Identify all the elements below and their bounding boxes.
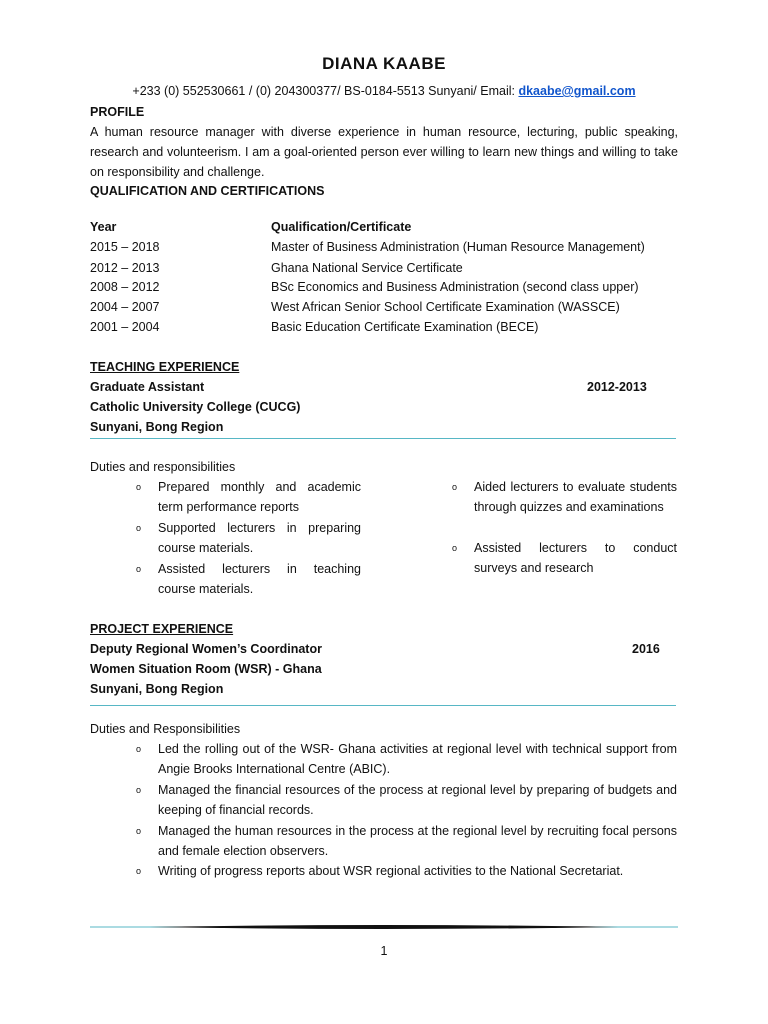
- footer-divider: [90, 924, 678, 930]
- qual-col-year: Year: [90, 220, 117, 234]
- contact-line: [0, 81, 768, 101]
- bullet-marker: o: [136, 744, 142, 754]
- qual-year: 2012 – 2013: [90, 261, 160, 275]
- project-heading: PROJECT EXPERIENCE: [90, 622, 234, 636]
- qual-year: 2015 – 2018: [90, 240, 160, 254]
- project-role: Deputy Regional Women’s Coordinator: [90, 642, 322, 656]
- teaching-organization: Catholic University College (CUCG): [90, 400, 301, 414]
- teaching-role: Graduate Assistant: [90, 380, 205, 394]
- teaching-heading: TEACHING EXPERIENCE: [90, 360, 240, 374]
- email-link[interactable]: dkaabe@gmail.com: [518, 84, 636, 98]
- teaching-duties-heading: Duties and responsibilities: [90, 460, 236, 474]
- duty-item: Assisted lecturers to conduct surveys and research: [474, 541, 677, 575]
- teaching-location: Sunyani, Bong Region: [90, 420, 224, 434]
- qual-year: 2008 – 2012: [90, 280, 160, 294]
- duty-item: Managed the human resources in the process at the regional level by recruiting focal persons and female election observers.: [158, 824, 677, 858]
- qual-year: 2004 – 2007: [90, 300, 160, 314]
- bullet-marker: o: [452, 543, 458, 553]
- bullet-marker: o: [136, 482, 142, 492]
- profile-heading: PROFILE: [90, 105, 145, 119]
- qual-name: Basic Education Certificate Examination (BECE): [271, 320, 539, 334]
- section-divider: [90, 438, 676, 439]
- bullet-marker: o: [136, 523, 142, 533]
- contact-details: +233 (0) 552530661 / (0) 204300377/ BS-0184-5513 Sunyani/ Email:: [132, 84, 519, 98]
- qual-col-certificate: Qualification/Certificate: [271, 220, 412, 234]
- project-location: Sunyani, Bong Region: [90, 682, 224, 696]
- duty-item: Assisted lecturers in teaching course materials.: [158, 562, 361, 596]
- bullet-marker: o: [452, 482, 458, 492]
- duty-item: Supported lecturers in preparing course materials.: [158, 521, 361, 555]
- teaching-years: 2012-2013: [587, 380, 647, 394]
- project-years: 2016: [632, 642, 660, 656]
- qual-name: West African Senior School Certificate Examination (WASSCE): [271, 300, 620, 314]
- qual-name: BSc Economics and Business Administration (second class upper): [271, 280, 639, 294]
- duty-item: Led the rolling out of the WSR- Ghana activities at regional level with technical support from Angie Brooks International Centre (ABIC).: [158, 742, 677, 776]
- profile-text: A human resource manager with diverse experience in human resource, lecturing, public speaking, research and volunteerism. I am a goal-oriented person ever willing to learn new things and willing to take on responsibility and challenge.: [90, 125, 678, 179]
- project-organization: Women Situation Room (WSR) - Ghana: [90, 662, 322, 676]
- bullet-marker: o: [136, 866, 142, 876]
- bullet-marker: o: [136, 826, 142, 836]
- bullet-marker: o: [136, 564, 142, 574]
- candidate-name: DIANA KAABE: [322, 54, 446, 73]
- duty-item: Writing of progress reports about WSR regional activities to the National Secretariat.: [158, 864, 624, 878]
- qual-year: 2001 – 2004: [90, 320, 160, 334]
- project-duties-heading: Duties and Responsibilities: [90, 722, 241, 736]
- qual-name: Ghana National Service Certificate: [271, 261, 463, 275]
- duty-item: Prepared monthly and academic term performance reports: [158, 480, 361, 514]
- qual-name: Master of Business Administration (Human Resource Management): [271, 240, 645, 254]
- section-divider: [90, 705, 676, 706]
- bullet-marker: o: [136, 785, 142, 795]
- page-number: 1: [380, 944, 388, 958]
- duty-item: Managed the financial resources of the process at regional level by preparing of budgets and keeping of financial records.: [158, 783, 677, 817]
- qualifications-heading: QUALIFICATION AND CERTIFICATIONS: [90, 184, 325, 198]
- duty-item: Aided lecturers to evaluate students through quizzes and examinations: [474, 480, 677, 514]
